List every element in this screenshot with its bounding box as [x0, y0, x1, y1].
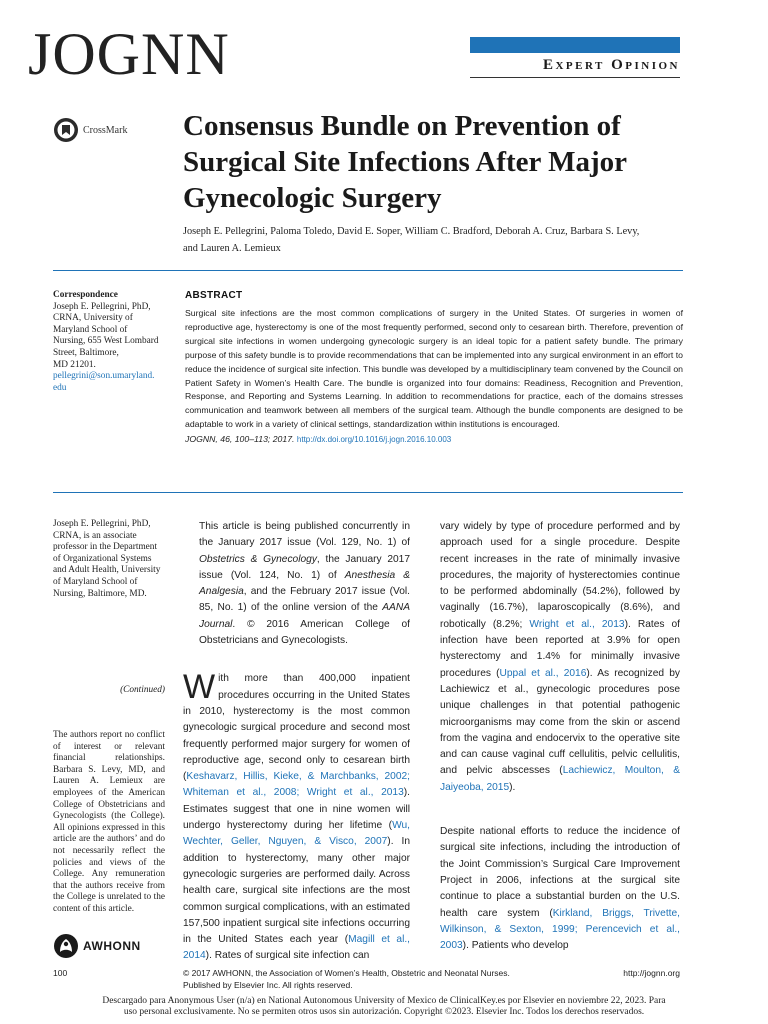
title-line: Surgical Site Infections After Major — [183, 146, 628, 178]
crossmark-badge[interactable] — [53, 117, 127, 143]
bio-line: Nursing, Baltimore, MD. — [53, 588, 147, 599]
email-line: pellegrini@son.umaryland. — [53, 371, 155, 382]
correspondence-heading: Correspondence — [53, 290, 118, 300]
reference-link[interactable]: Uppal et al., 2016 — [499, 667, 587, 679]
journal-name: AANA Journal — [199, 602, 410, 630]
awhonn-logo — [53, 933, 141, 959]
title-line: Consensus Bundle on Prevention of — [183, 110, 621, 142]
text-run: ). As recognized by Lachiewicz et al., gynecologic procedures pose unique challenges in that potential pathogenic microorganisms may come from the skin or ascend from the vagina and endocervix to the operative site and can cause vaginal cuff cellulitis, pelvic cellulitis, and pelvic abscesses ( — [440, 667, 680, 777]
text-run: ). — [509, 781, 516, 793]
text-run: , the January 2017 issue (Vol. 124, No. 1) of — [199, 553, 411, 581]
correspondence-line: CRNA, University of — [53, 313, 133, 324]
journal-name: Anesthesia & Analgesia — [199, 569, 411, 598]
text-run: , and the February 2017 issue (Vol. 85, No. 1) of the online version of the — [199, 586, 410, 614]
author-list — [183, 223, 683, 257]
text-run: ). Estimates suggest that one in nine women will undergo hysterectomy during her lifetime ( — [183, 787, 410, 832]
correspondence-line: Nursing, 655 West Lombard — [53, 336, 159, 347]
text-run: Despite national efforts to reduce the incidence of surgical site infections, including the introduction of the Joint Commission’s Surgical Care Improvement Project in 2006, infections at the surgical site continue to place a substantial burden on the U.S. health care system ( — [440, 826, 680, 919]
body-column-1 — [183, 519, 410, 981]
text-run: . © 2016 American College of Obstetricians and Gynecologists. — [199, 618, 410, 647]
author-line: Joseph E. Pellegrini, Paloma Toledo, David E. Soper, William C. Bradford, Deborah A. Cruz, Barbara S. Levy, — [183, 226, 640, 237]
article-citation — [185, 433, 683, 447]
download-notice — [30, 996, 738, 1018]
notice-line: uso personal exclusivamente. No se permiten otros usos sin autorización. Copyright ©2023. Elsevier Inc. Todos los derechos reservados. — [123, 1007, 645, 1017]
text-run: ith more than 400,000 inpatient procedures occurring in the United States in 2010, hysterectomy is the most common gynecologic surgical procedure and second most frequently performed major surgery for women of reproductive age, second only to cesarean birth ( — [183, 673, 410, 783]
author-line: and Lauren A. Lemieux — [183, 243, 281, 254]
copyright-notice — [183, 968, 583, 991]
correspondence-block — [53, 290, 165, 394]
header-rule — [53, 270, 683, 271]
bio-line: CRNA, is an associate — [53, 530, 137, 541]
bio-line: Joseph E. Pellegrini, PhD, — [53, 519, 151, 529]
section-label: Expert Opinion — [542, 57, 680, 73]
crossmark-label: CrossMark — [83, 124, 128, 136]
abstract-body: Surgical site infections are the most common complications of surgery in the United States. Of surgeries in women of reproductive age, hysterectomy is one of the most frequently performed, second only to cesarean birth. Therefore, prevention of surgical site infections in women undergoing gynecologic surgery is an ideal topic for a patient safety bundle. The primary purpose of this safety bundle is to provide recommendations that can be implemented into any surgical environment in an effort to reduce the incidence of surgical site infection. This bundle was developed by a multidisciplinary team convened by the Council on Patient Safety in Women’s Health Care. The bundle is organized into four domains: Readiness, Recognition and Prevention, Response, and Reporting and Systems Learning. In addition to recommendations for practice, each of the domains stresses communication and teamwork between all members of the surgical team. Although the bundle components are designed to be adaptable to work in a variety of clinical settings, standardization within institutions is encouraged. — [185, 308, 683, 430]
author-bio — [53, 519, 165, 600]
text-run: ). Rates of surgical site infection can — [205, 950, 370, 962]
page-number: 100 — [53, 968, 68, 978]
correspondence-line: Joseph E. Pellegrini, PhD, — [53, 301, 151, 312]
notice-line: Descargado para Anonymous User (n/a) en National Autonomous University of Mexico de ClinicalKey.es por Elsevier en noviembre 22, 2023. Para — [102, 996, 666, 1006]
text-run: vary widely by type of procedure performed and by approach used for a single procedure. Despite recent increases in the rate of minimally invasive procedures, the majority of hysterectomies continue to be performed abdominally (54.2%), followed by vaginally (16.7%), laparoscopically (8.6%), and robotically (8.2%; — [440, 521, 680, 630]
abstract-heading: ABSTRACT — [185, 290, 243, 301]
bio-line: of Organizational Systems — [53, 553, 152, 564]
correspondence-line: Maryland School of — [53, 324, 128, 335]
abstract-section — [185, 290, 683, 447]
text-run: ). Patients who develop — [462, 940, 569, 952]
section-accent-bar — [470, 37, 680, 53]
body-paragraph — [440, 824, 680, 954]
drop-cap: W — [183, 668, 216, 707]
correspondence-line: Street, Baltimore, — [53, 347, 119, 358]
correspondence-email-link[interactable] — [53, 371, 165, 394]
email-line: edu — [53, 382, 67, 393]
publication-note — [183, 519, 410, 649]
doi-link[interactable]: http://dx.doi.org/10.1016/j.jogn.2016.10.003 — [296, 435, 452, 445]
title-line: Gynecologic Surgery — [183, 182, 442, 214]
crossmark-icon — [53, 117, 79, 143]
reference-link[interactable]: Keshavarz, Hillis, Kieke, & Marchbanks, 2002; Whiteman et al., 2008; Wright et al., 2013 — [183, 771, 410, 799]
continued-note: (Continued) — [120, 685, 165, 695]
bio-line: professor in the Department — [53, 542, 158, 553]
bio-line: of Maryland School of — [53, 576, 138, 587]
text-run: ). Rates of infection have been reported at 3.9% for open hysterectomy and 1.4% for minimally invasive procedures ( — [440, 618, 680, 679]
reference-link[interactable]: Wu, Wechter, Geller, Nguyen, & Visco, 2007 — [183, 820, 410, 848]
text-run: This article is being published concurrently in the January 2017 issue (Vol. 129, No. 1) of — [199, 521, 410, 549]
journal-url-link[interactable]: http://jognn.org — [623, 968, 680, 978]
journal-logo: JOGNN — [28, 21, 230, 87]
disclosure-statement: The authors report no conflict of interest or relevant financial relationships. Barbara S. Levy, MD, and Lauren A. Lemieux are employees of the American College of Obstetricians and Gynecologists (the College). All opinions expressed in this article are the authors’ and do not necessarily reflect the policies and views of the College. Any remuneration that the authors receive from the College is unrelated to the content of this article. — [53, 730, 165, 914]
reference-link[interactable]: Wright et al., 2013 — [529, 618, 625, 630]
awhonn-emblem-icon — [53, 933, 79, 959]
section-rule — [470, 77, 680, 78]
journal-name: Obstetrics & Gynecology — [199, 553, 317, 565]
reference-link[interactable]: Kirkland, Briggs, Trivette, Wilkinson, & Sexton, 1999; Perencevich et al., 2003 — [440, 907, 680, 952]
reference-link[interactable]: Lachiewicz, Moulton, & Jaiyeoba, 2015 — [440, 765, 680, 793]
text-run: ). In addition to hysterectomy, many other major gynecologic surgeries are performed daily. Across health care, surgical site infections are the most common surgical complications, with an estimated 157,500 inpatient surgical site infections occurring in the United States each year ( — [183, 836, 410, 946]
correspondence-line: MD 21201. — [53, 359, 96, 370]
bio-line: and Adult Health, University — [53, 565, 161, 576]
section-divider — [53, 492, 683, 493]
article-title — [183, 108, 683, 216]
awhonn-label: AWHONN — [83, 939, 141, 953]
copyright-line: Published by Elsevier Inc. All rights reserved. — [183, 979, 353, 990]
reference-link[interactable]: Magill et al., 2014 — [183, 934, 410, 962]
citation-journal: JOGNN, 46, 100–113; 2017. — [185, 434, 295, 445]
body-paragraph — [440, 519, 680, 796]
body-column-2 — [440, 519, 680, 970]
copyright-line: © 2017 AWHONN, the Association of Women’s Health, Obstetric and Neonatal Nurses. — [183, 968, 510, 978]
body-paragraph — [183, 668, 410, 964]
